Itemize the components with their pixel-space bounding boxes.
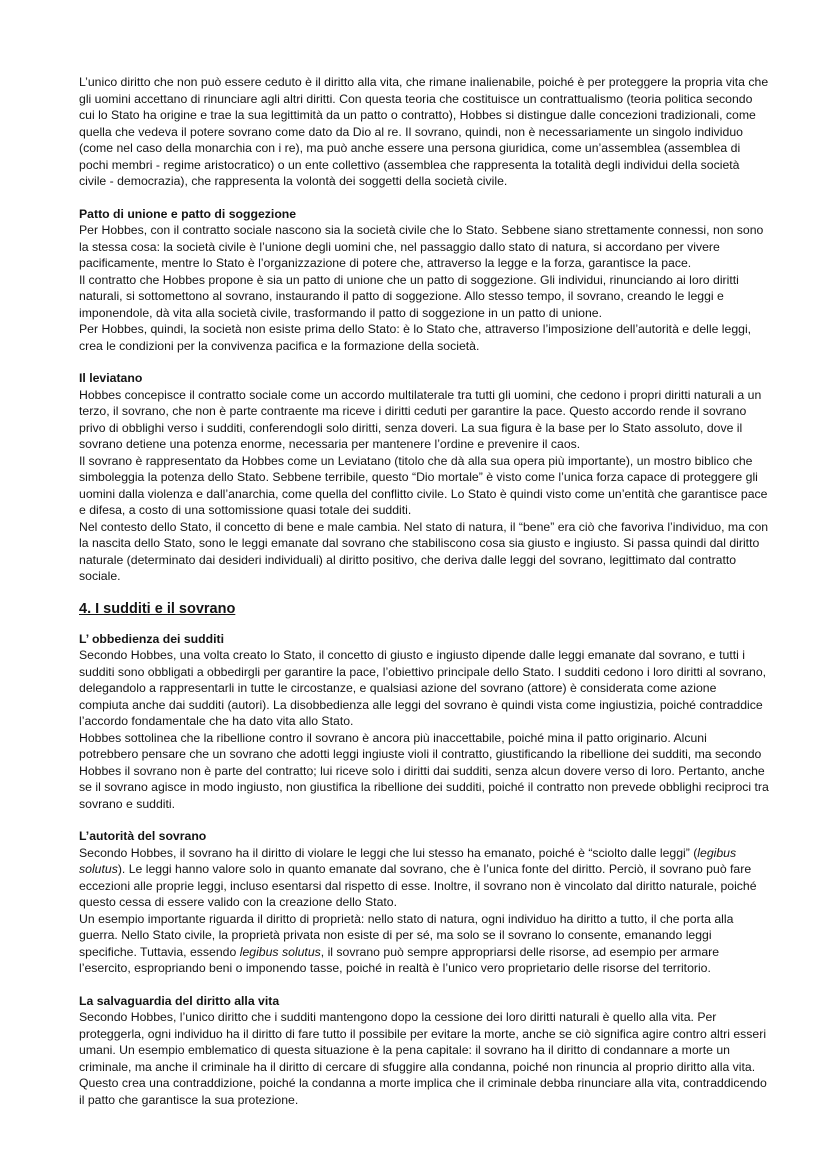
patto-paragraph-2: Il contratto che Hobbes propone è sia un patto di unione che un patto di soggezione. Gli individui, rinunciando ai loro diritti naturali, si sottomettono al sovrano, instaurando il patto di soggezione. Allo stesso tempo, il sovrano, creando le leggi e imponendole, dà vita alla società civile, trasformando il patto di soggezione in un patto di unione.	[79, 272, 739, 320]
leviatano-paragraph-2: Il sovrano è rappresentato da Hobbes come un Leviatano (titolo che dà alla sua opera più importante), un mostro biblico che simboleggia la potenza dello Stato. Sebbene terribile, questo “Dio mortale” è visto come l’unica forza capace di proteggere gli uomini dalla violenza e dall’anarchia, come quella del conflitto civile. Lo Stato è quindi visto come un’entità che garantisce pace e difesa, a costo di una sottomissione quasi totale dei sudditi.	[79, 453, 768, 517]
autorita-paragraph-2	[79, 911, 769, 977]
vita-paragraph-1: Secondo Hobbes, l’unico diritto che i sudditi mantengono dopo la cessione dei loro diritti naturali è quello alla vita. Per proteggerla, ogni individuo ha il diritto di fare tutto il possibile per evitare la morte, anche se ciò significa agire contro altri esseri umani. Un esempio emblematico di questa situazione è la pena capitale: il sovrano ha il diritto di condannare a morte un criminale, ma anche il criminale ha il diritto di cercare di sfuggire alla condanna, poiché non rinuncia al proprio diritto alla vita. Questo crea una contraddizione, poiché la condanna a morte implica che il criminale debba rinunciare alla vita, contraddicendo il patto che garantisce la sua protezione.	[79, 1010, 767, 1107]
obbedienza-paragraph-1: Secondo Hobbes, una volta creato lo Stato, il concetto di giusto e ingiusto dipende dalle leggi emanate dal sovrano, e tutti i sudditi sono obbligati a obbedirgli per garantire la pace, l’obiettivo principale dello Stato. I sudditi cedono i loro diritti al sovrano, delegandolo a rappresentarli in tutte le circostanze, e qualsiasi azione del sovrano (attore) è considerata come azione compiuta anche dai sudditi (autori). La disobbedienza alle leggi del sovrano è quindi vista come ingiustizia, poiché contraddice l’accordo fondamentale che ha dato vita allo Stato.	[79, 648, 767, 728]
leviatano-paragraph-1: Hobbes concepisce il contratto sociale come un accordo multilaterale tra tutti gli uomini, che cedono i propri diritti naturali a un terzo, il sovrano, che non è parte contraente ma riceve i diritti ceduti per garantire la pace. Questo accordo rende il sovrano privo di obblighi verso i sudditi, conferendogli solo diritti, senza doveri. La sua figura è la base per lo Stato assoluto, dove il sovrano detiene una potenza enorme, necessaria per mantenere l’ordine e prevenire il caos.	[79, 387, 762, 451]
autorita-p1-text-a: Secondo Hobbes, il sovrano ha il diritto di violare le leggi che lui stesso ha emanato, poiché è “sciolto dalle leggi” (	[79, 845, 698, 860]
legibus-solutus-term: legibus solutus	[239, 944, 321, 959]
section-title-4: 4. I sudditi e il sovrano	[79, 600, 236, 617]
heading-obbedienza: L’ obbedienza dei sudditi	[79, 631, 224, 646]
obbedienza-paragraph-2: Hobbes sottolinea che la ribellione contro il sovrano è ancora più inaccettabile, poiché mina il patto originario. Alcuni potrebbero pensare che un sovrano che adotti leggi ingiuste violi il contratto, giustificando la ribellione dei sudditi, ma secondo Hobbes il sovrano non è parte del contratto; lui riceve solo i diritti dai sudditi, senza alcun dovere verso di loro. Pertanto, anche se il sovrano agisce in modo ingiusto, non giustifica la ribellione dei sudditi, poiché il contratto non prevede obblighi reciproci tra sovrano e sudditi.	[79, 730, 769, 811]
legibus-solutus-term: legibus solutus	[79, 845, 737, 876]
intro-paragraph: L’unico diritto che non può essere ceduto è il diritto alla vita, che rimane inalienabile, poiché è per proteggere la propria vita che gli uomini accettano di rinunciare agli altri diritti. Con questa teoria che costituisce un contrattualismo (teoria politica secondo cui lo Stato ha origine e trae la sua legittimità da un patto o contratto), Hobbes si distingue dalle concezioni tradizionali, come quella che vedeva il potere sovrano come dato da Dio al re. Il sovrano, quindi, non è necessariamente un singolo individuo (come nel caso della monarchia con i re), ma può anche essere una persona giuridica, come un’assemblea (assemblea di pochi membri - regime aristocratico) o un ente collettivo (assemblea che rappresenta la totalità degli individui della società civile - democrazia), che rappresenta la volontà dei soggetti della società civile.	[79, 75, 769, 188]
autorita-p1-text-b: ). Le leggi hanno valore solo in quanto emanate dal sovrano, che è l’unica fonte del diritto. Perciò, il sovrano può fare eccezioni alle proprie leggi, incluso esentarsi dal rispetto di esse. Inoltre, il sovrano non è vincolato dal diritto naturale, poiché questo cessa di essere valido con la creazione dello Stato.	[79, 862, 757, 909]
autorita-paragraph-1	[79, 845, 769, 911]
autorita-p2-text-b: , il sovrano può sempre appropriarsi delle risorse, ad esempio per armare l’esercito, espropriando beni o imponendo tasse, poiché in realtà è l’unico vero proprietario delle risorse del territorio.	[79, 944, 720, 975]
heading-leviatano: Il leviatano	[79, 371, 143, 385]
document-body	[79, 74, 769, 1108]
heading-autorita: L’autorità del sovrano	[79, 829, 207, 843]
patto-paragraph-1: Per Hobbes, con il contratto sociale nascono sia la società civile che lo Stato. Sebbene siano strettamente connessi, non sono la stessa cosa: la società civile è l’unione degli uomini che, nel passaggio dallo stato di natura, si accordano per vivere pacificamente, mentre lo Stato è l’organizzazione di potere che, attraverso la legge e la forza, garantisce la pace.	[79, 223, 764, 270]
heading-patto: Patto di unione e patto di soggezione	[79, 206, 297, 221]
leviatano-paragraph-3: Nel contesto dello Stato, il concetto di bene e male cambia. Nel stato di natura, il “bene” era ciò che favoriva l’individuo, ma con la nascita dello Stato, sono le leggi emanate dal sovrano che stabiliscono cosa sia giusto e ingiusto. Si passa quindi dal diritto naturale (determinato dai desideri individuali) al diritto positivo, che deriva dalle leggi del sovrano, legittimato dal contratto sociale.	[79, 519, 769, 583]
heading-vita: La salvaguardia del diritto alla vita	[79, 993, 280, 1008]
patto-paragraph-3: Per Hobbes, quindi, la società non esiste prima dello Stato: è lo Stato che, attraverso l’imposizione dell’autorità e delle leggi, crea le condizioni per la convivenza pacifica e la formazione della società.	[79, 322, 752, 353]
autorita-p2-text-a: Un esempio importante riguarda il diritto di proprietà: nello stato di natura, ogni individuo ha diritto a tutto, il che porta alla guerra. Nello Stato civile, la proprietà privata non esiste di per sé, ma solo se il sovrano lo consente, emanando leggi specifiche. Tuttavia, essendo	[79, 911, 734, 959]
